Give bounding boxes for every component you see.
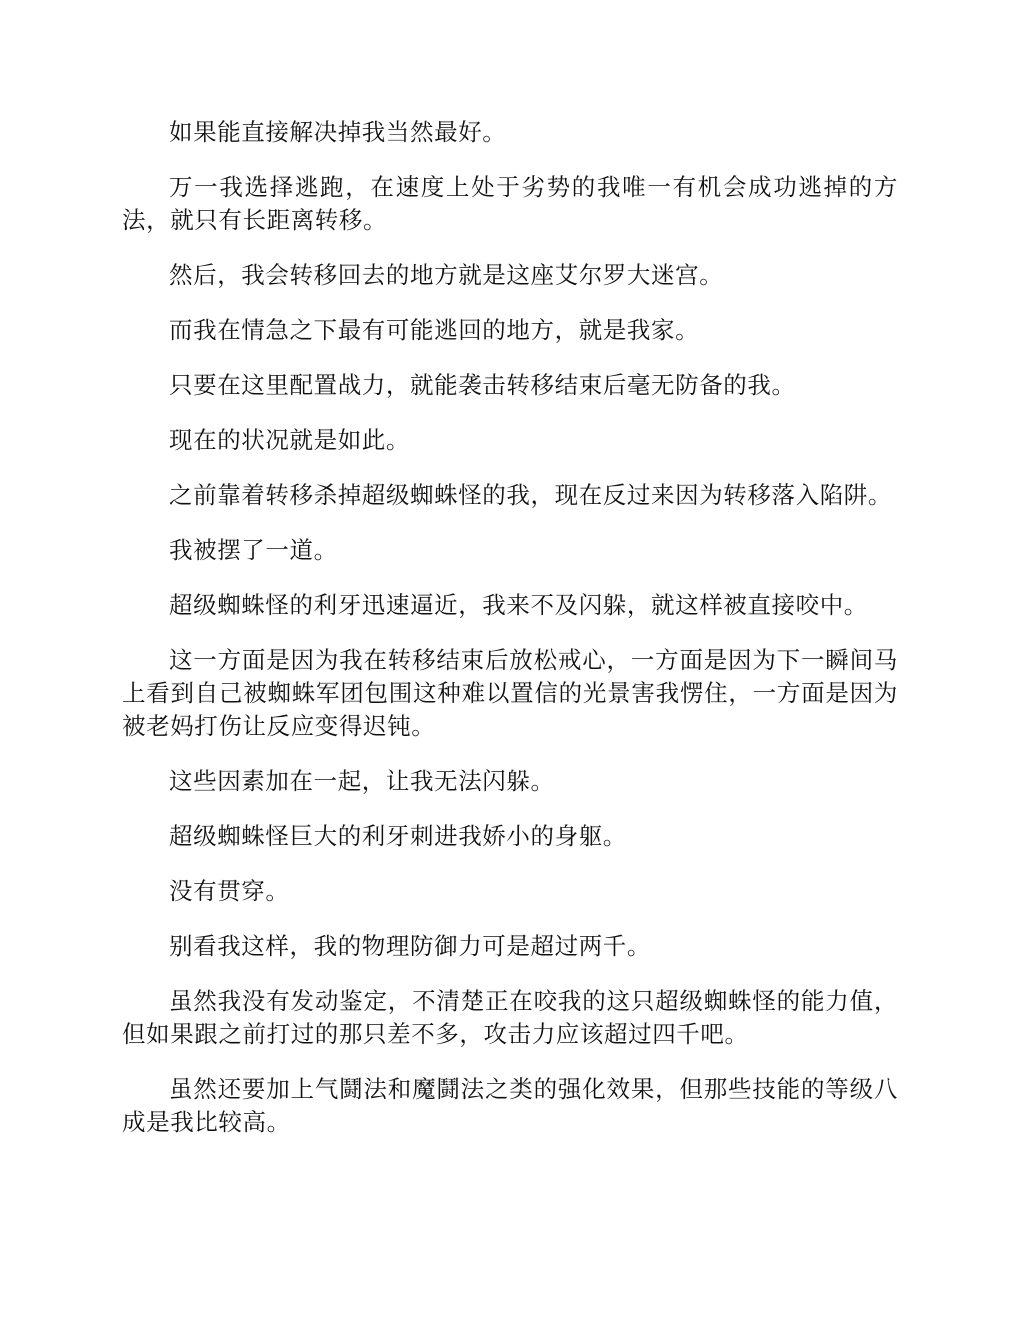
paragraph: 虽然还要加上气鬪法和魔鬪法之类的强化效果，但那些技能的等级八成是我比较高。 (122, 1075, 898, 1136)
paragraph: 超级蜘蛛怪的利牙迅速逼近，我来不及闪躲，就这样被直接咬中。 (169, 591, 868, 619)
paragraph: 这些因素加在一起，让我无法闪躲。 (169, 767, 555, 795)
paragraph: 之前靠着转移杀掉超级蜘蛛怪的我，现在反过来因为转移落入陷阱。 (169, 481, 892, 509)
paragraph: 超级蜘蛛怪巨大的利牙刺进我娇小的身躯。 (169, 822, 627, 850)
paragraph: 虽然我没有发动鉴定，不清楚正在咬我的这只超级蜘蛛怪的能力值，但如果跟之前打过的那只差不多，攻击力应该超过四千吧。 (122, 987, 898, 1048)
paragraph: 万一我选择逃跑，在速度上处于劣势的我唯一有机会成功逃掉的方法，就只有长距离转移。 (122, 173, 898, 234)
paragraph: 没有贯穿。 (169, 877, 290, 905)
paragraph: 现在的状况就是如此。 (169, 426, 410, 454)
paragraph: 我被摆了一道。 (169, 536, 338, 564)
paragraph: 如果能直接解决掉我当然最好。 (169, 118, 507, 146)
paragraph: 别看我这样，我的物理防御力可是超过两千。 (169, 932, 651, 960)
paragraph: 而我在情急之下最有可能逃回的地方，就是我家。 (169, 316, 700, 344)
body-text (122, 116, 898, 1161)
paragraph: 然后，我会转移回去的地方就是这座艾尔罗大迷宫。 (169, 261, 724, 289)
paragraph: 只要在这里配置战力，就能袭击转移结束后毫无防备的我。 (169, 371, 796, 399)
paragraph: 这一方面是因为我在转移结束后放松戒心，一方面是因为下一瞬间马上看到自己被蜘蛛军团包围这种难以置信的光景害我愣住，一方面是因为被老妈打伤让反应变得迟钝。 (122, 646, 898, 740)
